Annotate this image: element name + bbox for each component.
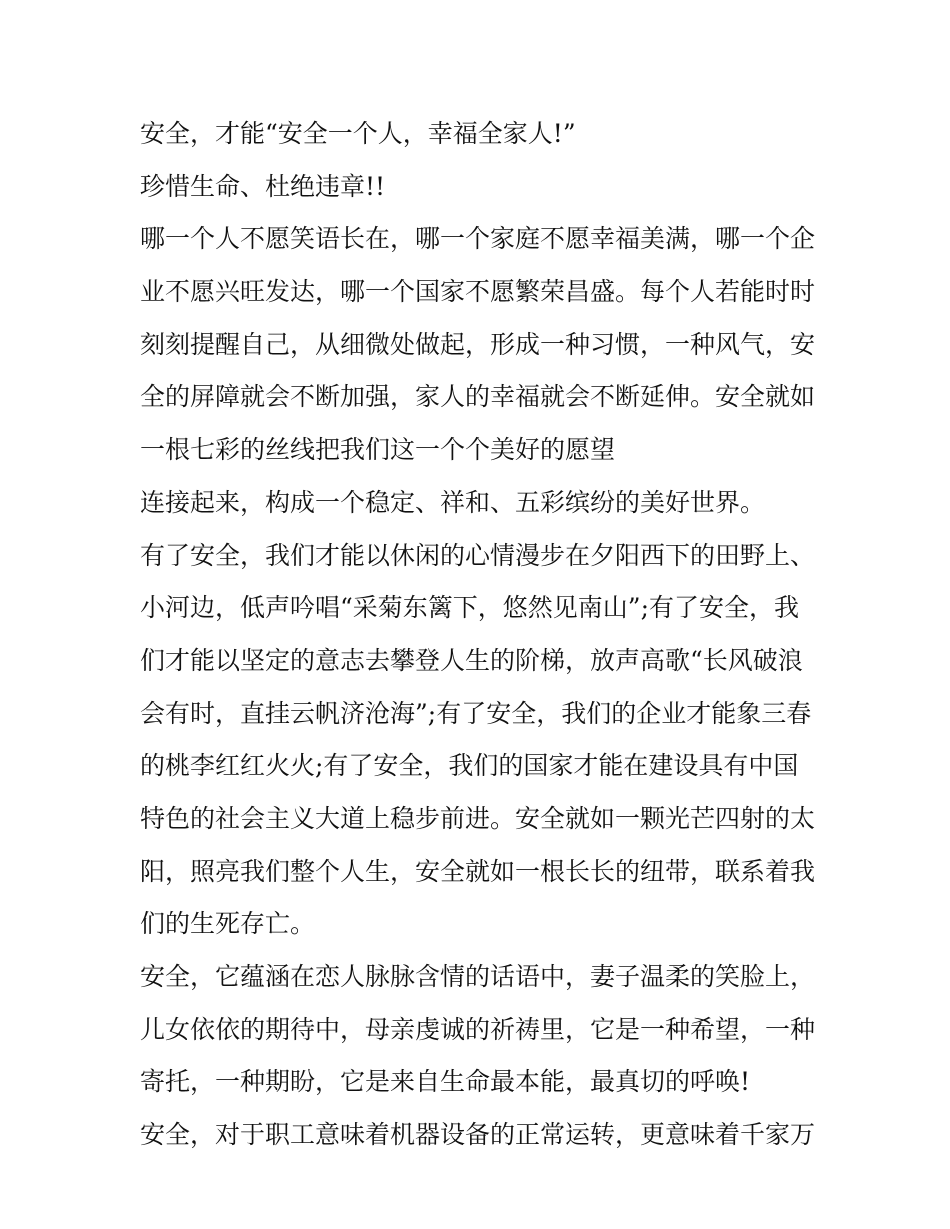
text-line: 们才能以坚定的意志去攀登人生的阶梯，放声高歌“长风破浪	[140, 645, 803, 675]
text-line: 小河边，低声吟唱“采菊东篱下，悠然见南山”;有了安全，我	[140, 593, 799, 623]
text-line: 业不愿兴旺发达，哪一个国家不愿繁荣昌盛。每个人若能时时	[140, 277, 816, 307]
text-line: 儿女依依的期待中，母亲虔诚的祈祷里，它是一种希望，一种	[140, 1014, 816, 1044]
text-line: 特色的社会主义大道上稳步前进。安全就如一颗光芒四射的太	[140, 803, 816, 833]
text-line: 安全，对于职工意味着机器设备的正常运转，更意味着千家万	[140, 1120, 816, 1150]
text-line: 珍惜生命、杜绝违章!!	[140, 171, 386, 201]
text-line: 会有时，直挂云帆济沧海”;有了安全，我们的企业才能象三春	[140, 698, 812, 728]
document-body	[140, 108, 820, 1162]
text-line: 一根七彩的丝线把我们这一个个美好的愿望	[140, 435, 616, 465]
text-line: 哪一个人不愿笑语长在，哪一个家庭不愿幸福美满，哪一个企	[140, 224, 816, 254]
text-line: 安全，才能“安全一个人，幸福全家人!”	[140, 119, 576, 148]
text-line: 寄托，一种期盼，它是来自生命最本能，最真切的呼唤!	[140, 1067, 751, 1097]
text-line: 有了安全，我们才能以休闲的心情漫步在夕阳西下的田野上、	[140, 540, 816, 570]
text-line: 阳，照亮我们整个人生，安全就如一根长长的纽带，联系着我	[140, 856, 816, 886]
text-line: 连接起来，构成一个稳定、祥和、五彩缤纷的美好世界。	[140, 487, 766, 517]
text-line: 刻刻提醒自己，从细微处做起，形成一种习惯，一种风气，安	[140, 329, 816, 359]
text-line: 们的生死存亡。	[140, 909, 316, 939]
text-line: 安全，它蕴涵在恋人脉脉含情的话语中，妻子温柔的笑脸上，	[140, 962, 816, 991]
text-line: 的桃李红红火火;有了安全，我们的国家才能在建设具有中国	[140, 751, 799, 781]
text-line: 全的屏障就会不断加强，家人的幸福就会不断延伸。安全就如	[140, 382, 816, 412]
